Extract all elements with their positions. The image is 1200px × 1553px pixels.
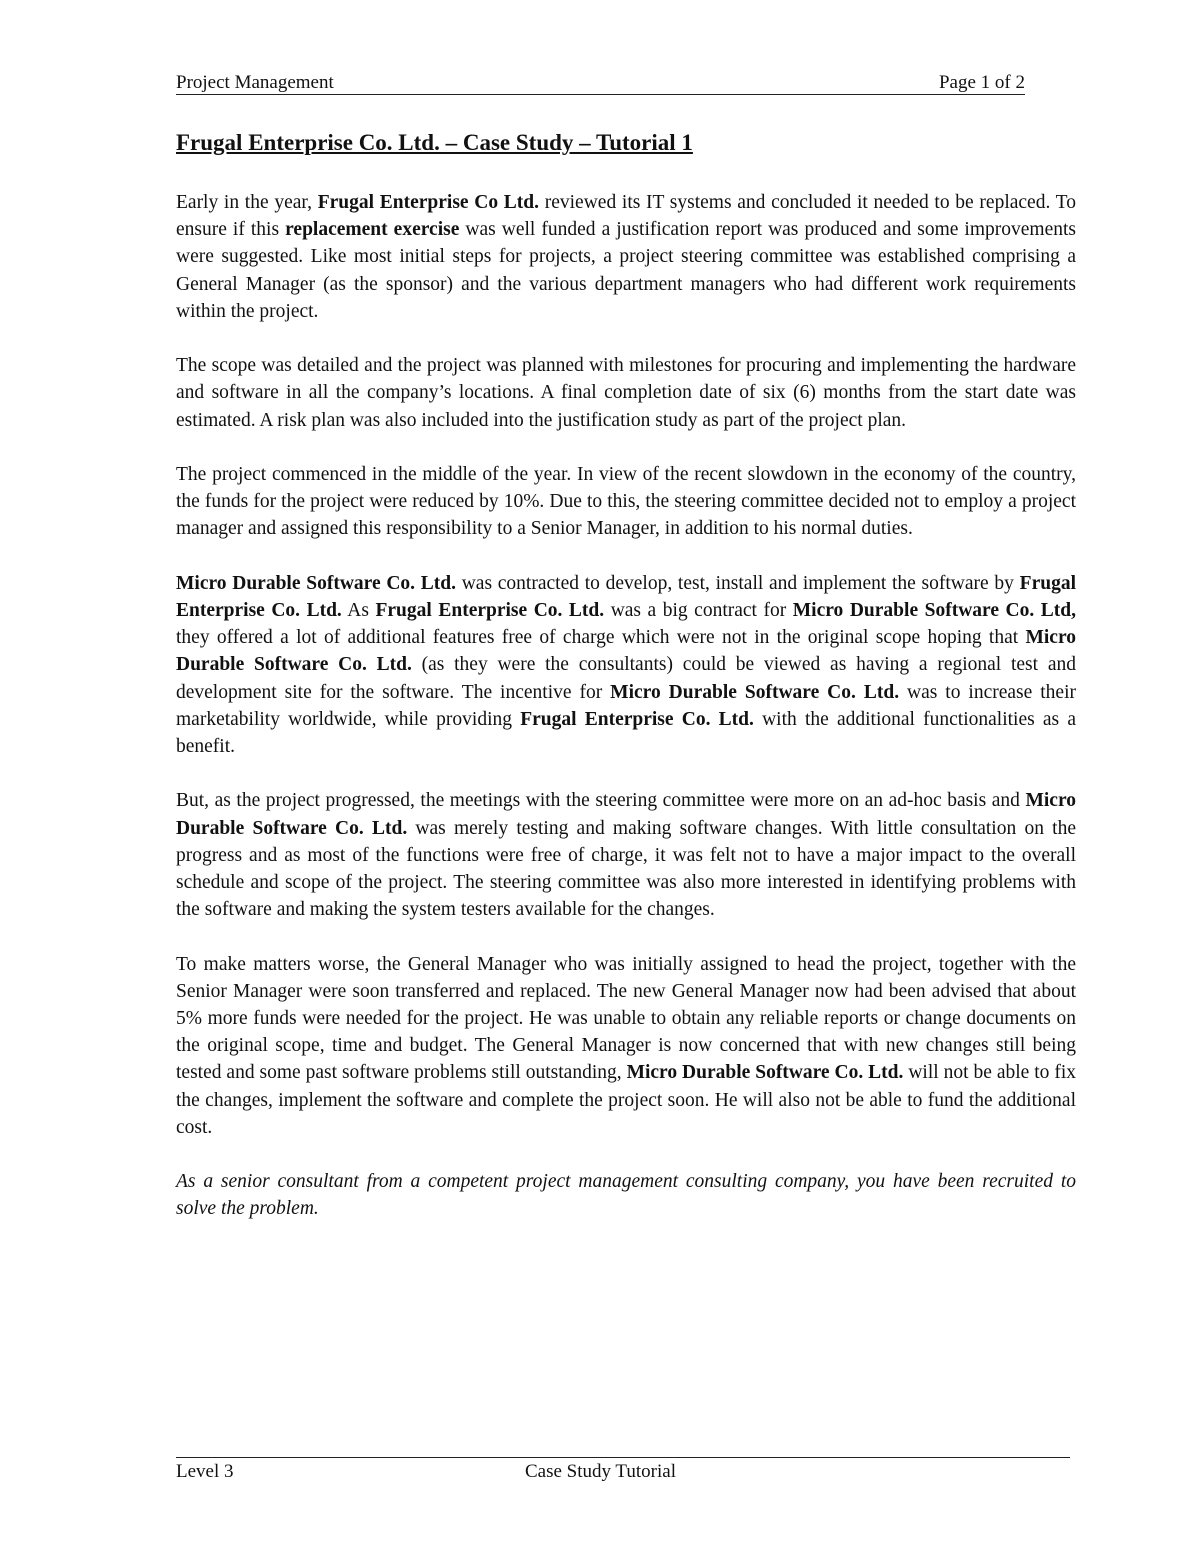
paragraph-1: Early in the year, Frugal Enterprise Co Ltd. reviewed its IT systems and concluded it needed to be replaced. To ensure if this replacement exercise was well funded a justification report was produced and some improvements were suggested. Like most initial steps for projects, a project steering committee was established comprising a General Manager (as the sponsor) and the various department managers who had different work requirements within the project. [176,192,1076,322]
company-name: Frugal Enterprise Co. Ltd. [375,600,605,621]
company-name: Micro Durable Software Co. Ltd, [792,600,1076,621]
company-name: Micro Durable Software Co. Ltd. [176,627,1076,676]
paragraph-3: The project commenced in the middle of the year. In view of the recent slowdown in the economy of the country, the funds for the project were reduced by 10%. Due to this, the steering committee decided not to employ a project manager and assigned this responsibility to a Senior Manager, in addition to his normal duties. [176,464,1076,540]
page-header [176,72,1025,95]
task-statement: As a senior consultant from a competent project management consulting company, you have been recruited to solve the problem. [176,1171,1076,1220]
paragraph-5: But, as the project progressed, the meetings with the steering committee were more on an ad-hoc basis and Micro Durable Software Co. Ltd. was merely testing and making software changes. With little consultation on the progress and as most of the functions were free of charge, it was felt not to have a major impact to the overall schedule and scope of the project. The steering committee was also more interested in identifying problems with the software and making the system testers available for the changes. [176,790,1076,921]
company-name: Frugal Enterprise Co. Ltd. [176,572,1076,621]
company-name: Micro Durable Software Co. Ltd. [176,572,456,594]
document-title: Frugal Enterprise Co. Ltd. – Case Study – Tutorial 1 [176,130,693,155]
header-course-title: Project Management [176,72,334,93]
company-name: Micro Durable Software Co. Ltd. [610,681,900,703]
company-name: Micro Durable Software Co. Ltd. [626,1062,904,1084]
paragraph-2: The scope was detailed and the project was planned with milestones for procuring and implementing the hardware and software in all the company’s locations. A final completion date of six (6) months from the start date was estimated. A risk plan was also included into the justification study as part of the project plan. [176,355,1076,431]
page-footer [176,1457,1070,1486]
document-body [176,189,1076,1250]
company-name: Frugal Enterprise Co. Ltd. [520,708,754,730]
footer-doc-type: Case Study Tutorial [525,1461,676,1482]
paragraph-6: To make matters worse, the General Manager who was initially assigned to head the project, together with the Senior Manager were soon transferred and replaced. The new General Manager now had been advised that about 5% more funds were needed for the project. He was unable to obtain any reliable reports or change documents on the original scope, time and budget. The General Manager is now concerned that with new changes still being tested and some past software problems still outstanding, Micro Durable Software Co. Ltd. will not be able to fix the changes, implement the software and complete the project soon. He will also not be able to fund the additional cost. [176,953,1076,1138]
emphasis-text: replacement exercise [285,219,460,241]
company-name: Micro Durable Software Co. Ltd. [176,790,1076,839]
footer-level: Level 3 [176,1461,234,1482]
company-name: Frugal Enterprise Co Ltd. [317,192,540,213]
paragraph-4: Micro Durable Software Co. Ltd. was contracted to develop, test, install and implement the software by Frugal Enterprise Co. Ltd. As Frugal Enterprise Co. Ltd. was a big contract for Micro Durable Software Co. Ltd, they offered a lot of additional features free of charge which were not in the original scope hoping that Micro Durable Software Co. Ltd. (as they were the consultants) could be viewed as having a regional test and development site for the software. The incentive for Micro Durable Software Co. Ltd. was to increase their marketability worldwide, while providing Frugal Enterprise Co. Ltd. with the additional functionalities as a benefit. [176,572,1076,758]
header-page-number: Page 1 of 2 [938,72,1025,93]
